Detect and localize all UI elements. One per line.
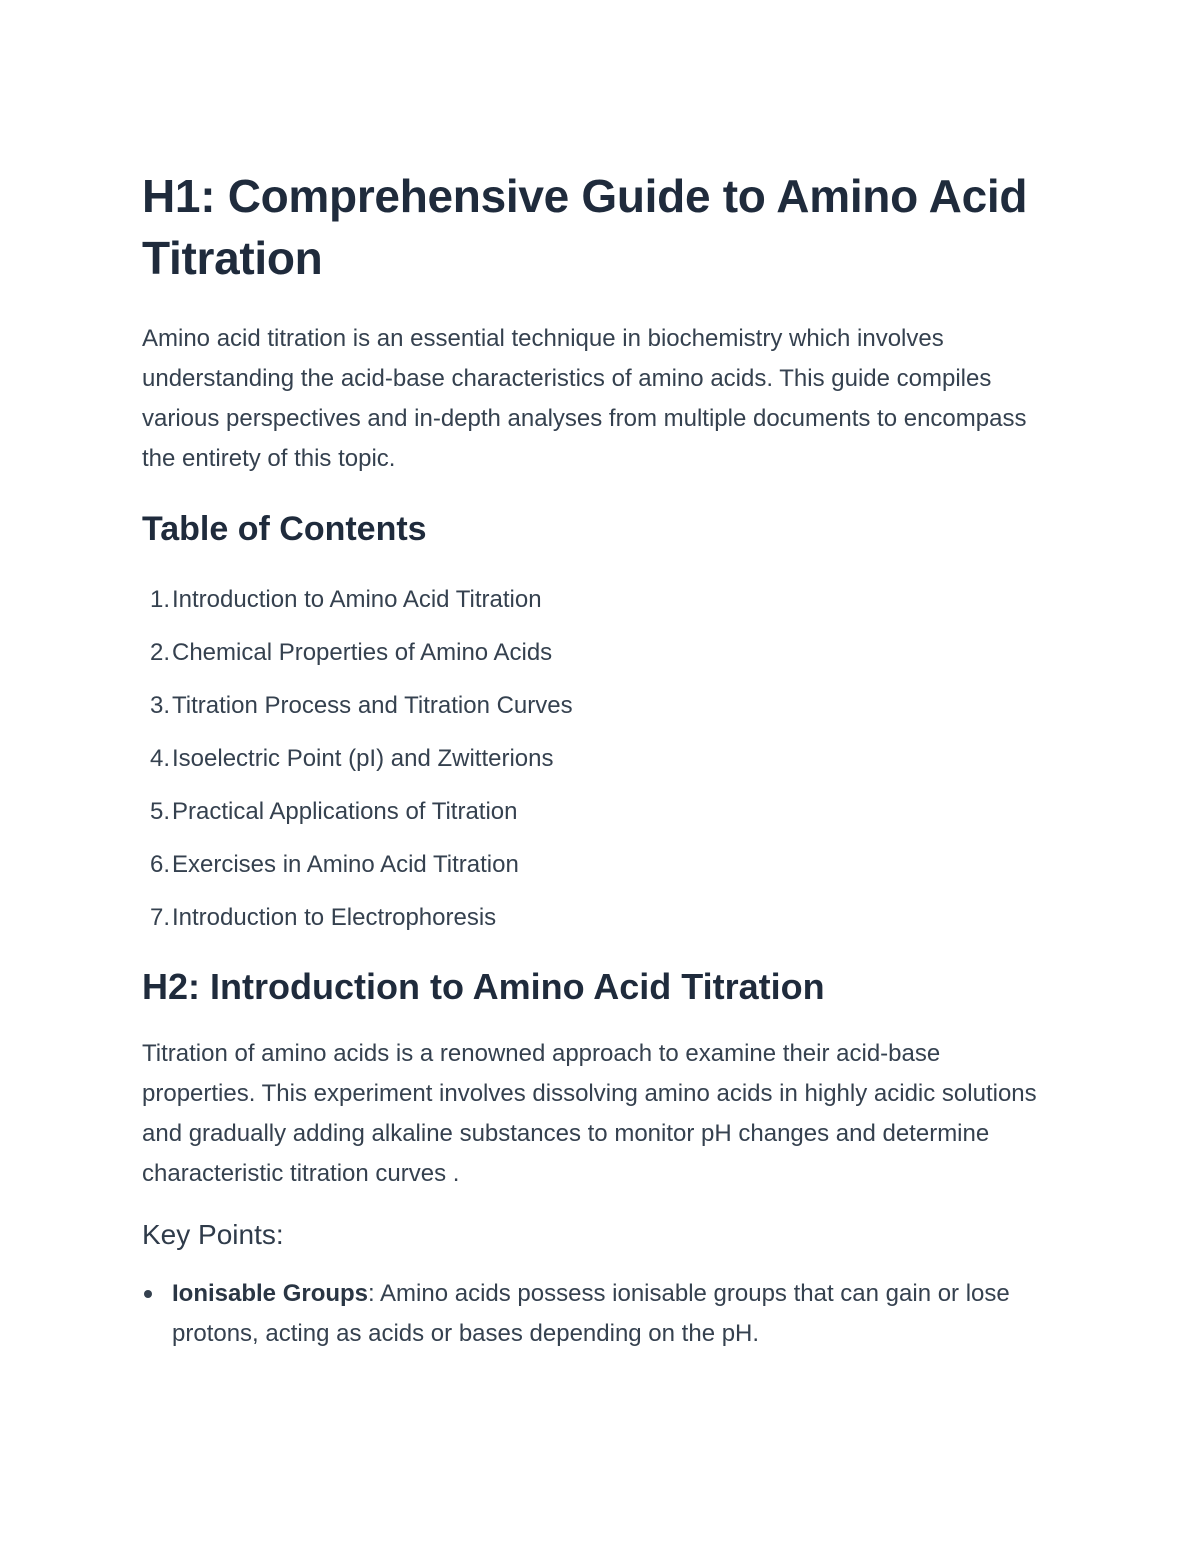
toc-item-label: Exercises in Amino Acid Titration bbox=[172, 851, 519, 878]
toc-item-number: 1. bbox=[149, 586, 170, 613]
toc-item-number: 7. bbox=[149, 904, 170, 931]
toc-item[interactable] bbox=[142, 838, 1052, 891]
key-points-list bbox=[142, 1274, 1052, 1354]
toc-item-label: Practical Applications of Titration bbox=[172, 798, 518, 825]
toc-item[interactable] bbox=[142, 891, 1052, 944]
toc-item-number: 2. bbox=[149, 639, 170, 666]
table-of-contents bbox=[142, 573, 1052, 944]
toc-item-number: 6. bbox=[149, 851, 170, 878]
toc-item-label: Titration Process and Titration Curves bbox=[172, 692, 573, 719]
section-heading: H2: Introduction to Amino Acid Titration bbox=[142, 966, 825, 1007]
key-points-heading: Key Points: bbox=[142, 1219, 284, 1250]
intro-paragraph: Amino acid titration is an essential technique in biochemistry which involves understanding the acid-base characteristics of amino acids. This guide compiles various perspectives and in-depth analyses from multiple documents to encompass the entirety of this topic. bbox=[142, 325, 1027, 472]
toc-heading: Table of Contents bbox=[142, 510, 427, 548]
list-item bbox=[142, 1274, 1052, 1354]
bullet-icon bbox=[144, 1290, 152, 1298]
toc-item-number: 3. bbox=[149, 692, 170, 719]
toc-item-label: Introduction to Electrophoresis bbox=[172, 904, 497, 931]
toc-item-number: 4. bbox=[149, 745, 170, 772]
key-point-text: : Amino acids possess ionisable groups that can gain or lose protons, acting as acids or bases depending on the pH. bbox=[172, 1280, 1010, 1347]
toc-item[interactable] bbox=[142, 626, 1052, 679]
toc-item-number: 5. bbox=[149, 798, 170, 825]
key-point-term: Ionisable Groups bbox=[172, 1280, 369, 1307]
toc-item-label: Introduction to Amino Acid Titration bbox=[172, 586, 542, 613]
toc-item-label: Chemical Properties of Amino Acids bbox=[172, 639, 553, 666]
toc-item[interactable] bbox=[142, 573, 1052, 626]
toc-item[interactable] bbox=[142, 785, 1052, 838]
document-page bbox=[142, 165, 1052, 1354]
toc-item[interactable] bbox=[142, 679, 1052, 732]
toc-item-label: Isoelectric Point (pI) and Zwitterions bbox=[172, 745, 554, 772]
page-title: H1: Comprehensive Guide to Amino Acid Titration bbox=[142, 170, 1028, 284]
section-paragraph: Titration of amino acids is a renowned approach to examine their acid-base properties. This experiment involves dissolving amino acids in highly acidic solutions and gradually adding alkaline substances to monitor pH changes and determine characteristic titration curves . bbox=[142, 1040, 1037, 1187]
toc-item[interactable] bbox=[142, 732, 1052, 785]
